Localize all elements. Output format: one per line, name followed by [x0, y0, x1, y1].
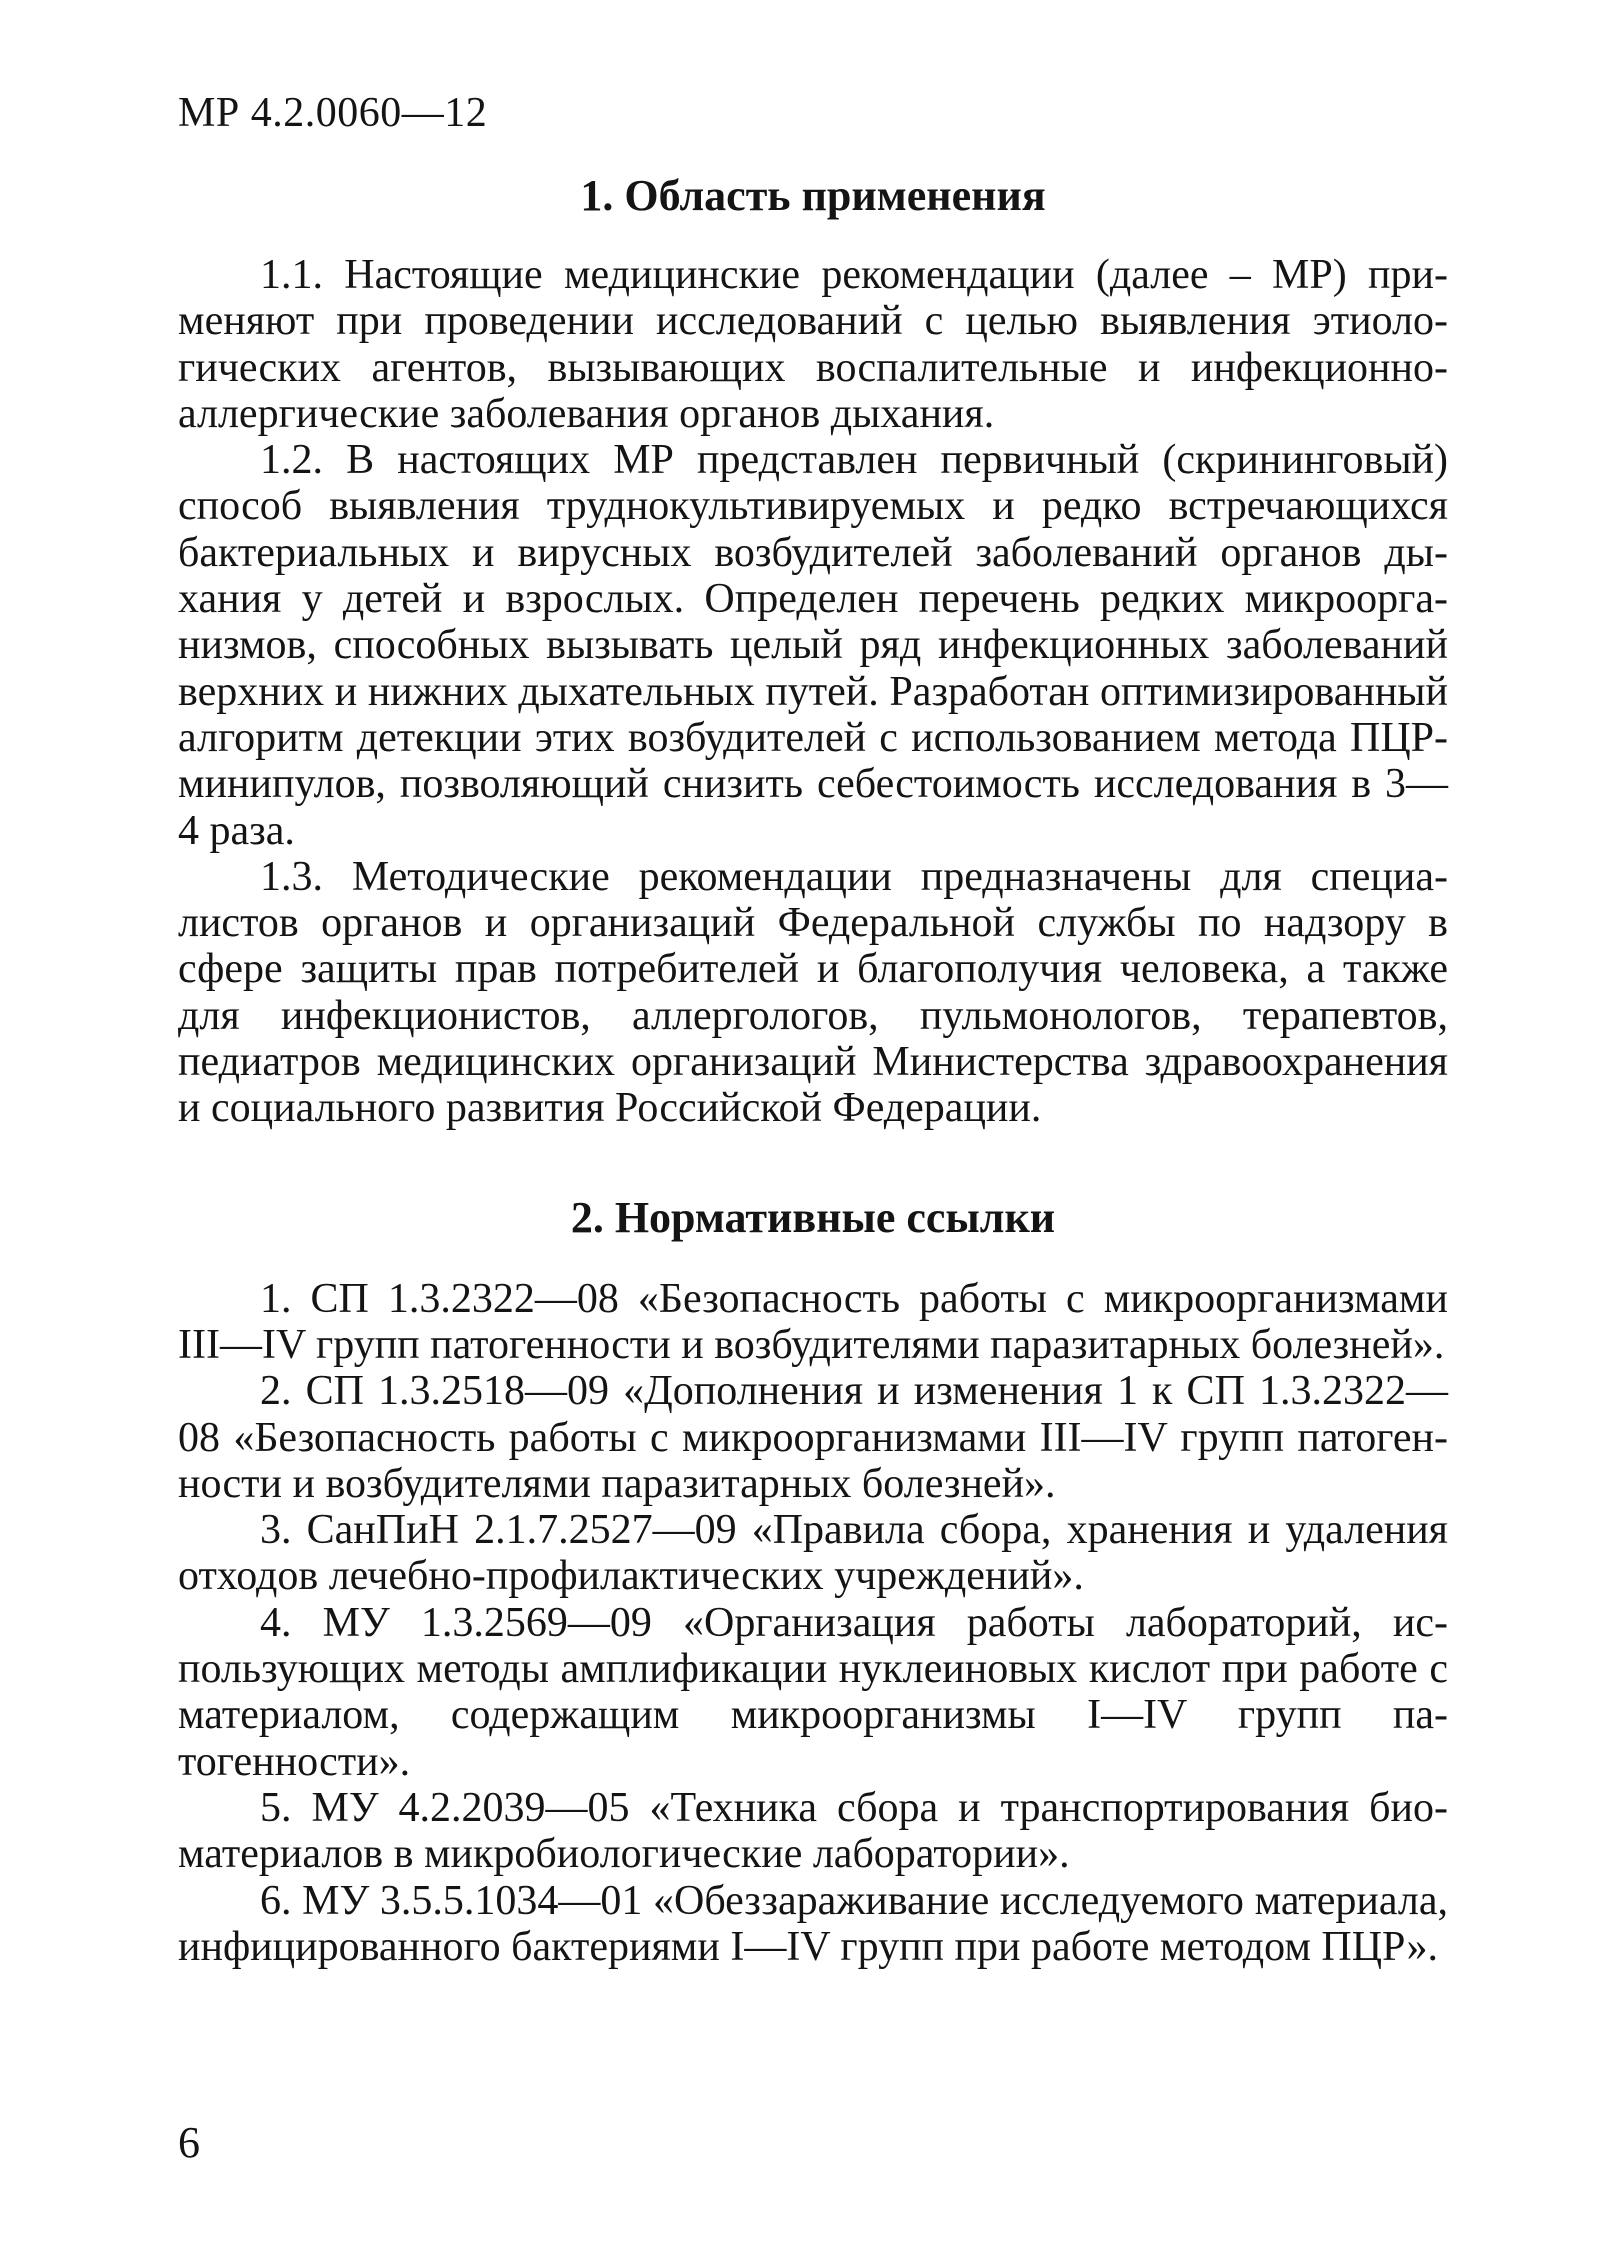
section-1-paragraph-1: 1.1. Настоящие медицинские рекомендации (далее – МР) применяют при проведении исследований с целью выявления этиологических агентов, вызывающих воспалительные и инфекционно-аллергические заболевания органов дыхания. — [178, 252, 1448, 437]
page-number: 6 — [178, 2118, 200, 2167]
reference-item-6: 6. МУ 3.5.5.1034—01 «Обеззараживание исследуемого материала, инфицированного бактериями I—IV групп при работе методом ПЦР». — [178, 1877, 1448, 1970]
reference-item-3: 3. СанПиН 2.1.7.2527—09 «Правила сбора, хранения и удаления отходов лечебно-профилактических учреждений». — [178, 1507, 1448, 1600]
reference-item-5: 5. МУ 4.2.2039—05 «Техника сбора и транспортирования биоматериалов в микробиологические лаборатории». — [178, 1784, 1448, 1878]
reference-item-1: 1. СП 1.3.2322—08 «Безопасность работы с микроорганизмами III—IV групп патогенности и возбудителями паразитарных болезней». — [178, 1275, 1448, 1368]
section-1-paragraph-3: 1.3. Методические рекомендации предназначены для специалистов органов и организаций Федеральной службы по надзору в сфере защиты прав потребителей и благополучия человека, а также для инфекционистов, аллергологов, пульмонологов, терапевтов, педиатров медицинских организаций Министерства здравоохранения и социального развития Российской Федерации. — [178, 853, 1448, 1132]
reference-item-2: 2. СП 1.3.2518—09 «Дополнения и изменения 1 к СП 1.3.2322—08 «Безопасность работы с микроорганизмами III—IV групп патогенности и возбудителями паразитарных болезней». — [178, 1368, 1448, 1507]
reference-item-4: 4. МУ 1.3.2569—09 «Организация работы лабораторий, использующих методы амплификации нуклеиновых кислот при работе с материалом, содержащим микроорганизмы I—IV групп патогенности». — [178, 1599, 1448, 1785]
document-code-header: МР 4.2.0060—12 — [178, 90, 488, 136]
section-2-title: 2. Нормативные ссылки — [570, 1192, 1056, 1242]
page-content — [178, 160, 1448, 1970]
section-1-title: 1. Область применения — [580, 171, 1046, 220]
section-1-paragraph-2: 1.2. В настоящих МР представлен первичный (скрининговый) способ выявления труднокультивируемых и редко встречающихся бактериальных и вирусных возбудителей заболеваний органов дыхания у детей и взрослых. Определен перечень редких микроорганизмов, способных вызывать целый ряд инфекционных заболеваний верхних и нижних дыхательных путей. Разработан оптимизированный алгоритм детекции этих возбудителей с использованием метода ПЦР-минипулов, позволяющий снизить себестоимость исследования в 3—4 раза. — [178, 437, 1448, 854]
